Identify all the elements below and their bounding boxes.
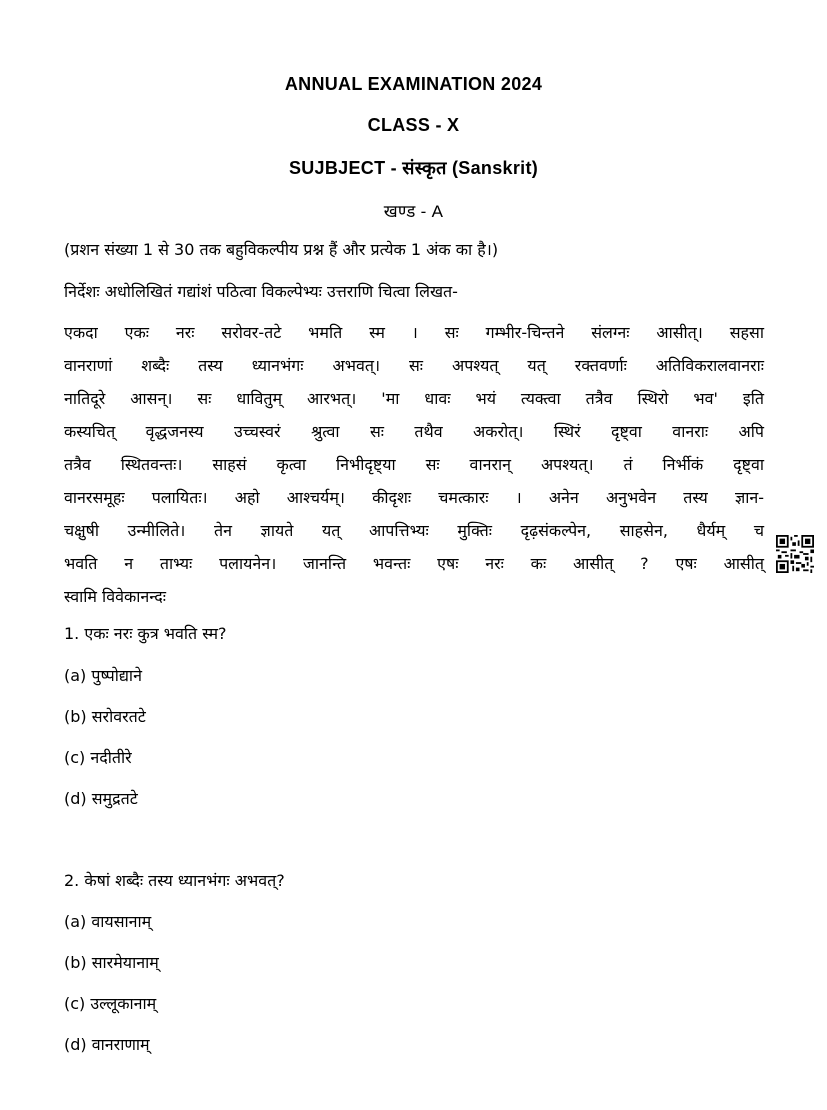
option-2c[interactable]: (c) उल्लूकानाम् [64,994,157,1013]
qr-code-icon [776,535,814,573]
section-heading: खण्ड - A [383,202,444,221]
subject-heading: SUJBJECT - संस्कृत (Sanskrit) [288,158,539,178]
instruction-text: (प्रशन संख्या 1 से 30 तक बहुविकल्पीय प्रश्न हैं और प्रत्येक 1 अंक का है।) [64,240,499,259]
option-1c[interactable]: (c) नदीतीरे [64,748,132,767]
direction-text: निर्देशः अधोलिखितं गद्यांशं पठित्वा विकल्पेभ्यः उत्तराणि चित्वा लिखत- [64,282,458,301]
option-2d[interactable]: (d) वानराणाम् [64,1035,150,1054]
passage-line: कस्यचित् वृद्धजनस्य उच्चस्वरं श्रुत्वा सः तथैव अकरोत्। स्थिरं दृष्ट्वा वानराः अपि [64,422,764,441]
passage-line: वानराणां शब्दैः तस्य ध्यानभंगः अभवत्। सः अपश्यत् यत् रक्तवर्णाः अतिविकरालवानराः [64,356,764,375]
class-heading: CLASS - X [367,115,460,135]
option-2a[interactable]: (a) वायसानाम् [64,912,152,931]
question-1: 1. एकः नरः कुत्र भवति स्म? [64,624,227,643]
question-2: 2. केषां शब्दैः तस्य ध्यानभंगः अभवत्? [64,871,285,890]
option-1b[interactable]: (b) सरोवरतटे [64,707,146,726]
passage-line: चक्षुषी उन्मीलिते। तेन ज्ञायते यत् आपत्तिभ्यः मुक्तिः दृढ़संकल्पेन, साहसेन, धैर्यम् च [64,521,764,540]
passage-line: तत्रैव स्थितवन्तः। साहसं कृत्वा निभीदृष्ट्या सः वानरान् अपश्यत्। तं निर्भीकं दृष्ट्वा [64,455,764,474]
passage-line: एकदा एकः नरः सरोवर-तटे भमति स्म । सः गम्भीर-चिन्तने संलग्नः आसीत्। सहसा [64,323,764,342]
passage-line: भवति न ताभ्यः पलायनेन। जानन्ति भवन्तः एषः नरः कः आसीत् ? एषः आसीत् [64,554,764,573]
passage-line: वानरसमूहः पलायितः। अहो आश्चर्यम्। कीदृशः चमत्कारः । अनेन अनुभवेन तस्य ज्ञान- [64,488,764,507]
option-1a[interactable]: (a) पुष्पोद्याने [64,666,142,685]
passage-line: स्वामि विवेकानन्दः [64,587,166,606]
option-2b[interactable]: (b) सारमेयानाम् [64,953,159,972]
option-1d[interactable]: (d) समुद्रतटे [64,789,138,808]
passage-line: नातिदूरे आसन्। सः धावितुम् आरभत्। 'मा धावः भयं त्यक्त्वा तत्रैव स्थिरो भव' इति [64,389,764,408]
exam-title: ANNUAL EXAMINATION 2024 [284,74,543,94]
